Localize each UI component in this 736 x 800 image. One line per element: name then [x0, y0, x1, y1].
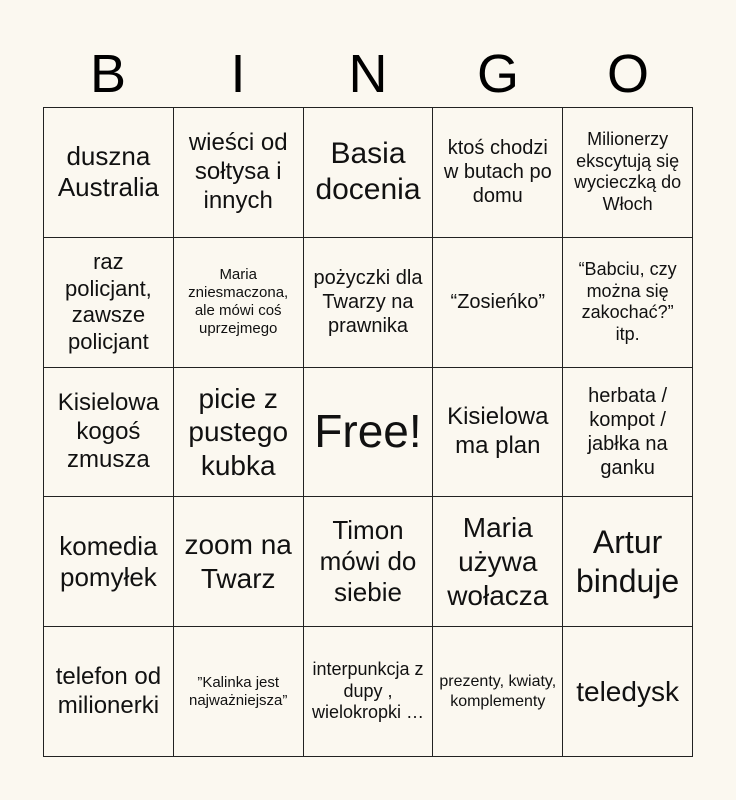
header-letter-g: G	[476, 44, 519, 104]
bingo-cell-r5c2[interactable]: ”Kalinka jest najważniejsza”	[174, 627, 304, 757]
bingo-cell-r2c5[interactable]: “Babciu, czy można się zakochać?” itp.	[563, 238, 693, 368]
bingo-cell-r3c2[interactable]: picie z pustego kubka	[174, 368, 304, 498]
bingo-cell-r1c4[interactable]: ktoś chodzi w butach po domu	[433, 108, 563, 238]
header-letter-b: B	[89, 44, 127, 104]
bingo-cell-r3c4[interactable]: Kisielowa ma plan	[433, 368, 563, 498]
bingo-header	[43, 40, 693, 108]
bingo-cell-r5c5[interactable]: teledysk	[563, 627, 693, 757]
bingo-cell-r2c4[interactable]: “Zosieńko”	[433, 238, 563, 368]
header-letter-o: O	[606, 44, 649, 104]
bingo-cell-r5c1[interactable]: telefon od milionerki	[44, 627, 174, 757]
bingo-cell-r2c3[interactable]: pożyczki dla Twarzy na prawnika	[304, 238, 434, 368]
bingo-cell-r4c4[interactable]: Maria używa wołacza	[433, 497, 563, 627]
bingo-cell-r1c1[interactable]: duszna Australia	[44, 108, 174, 238]
bingo-cell-r4c3[interactable]: Timon mówi do siebie	[304, 497, 434, 627]
bingo-cell-r4c1[interactable]: komedia pomyłek	[44, 497, 174, 627]
bingo-cell-r2c1[interactable]: raz policjant, zawsze policjant	[44, 238, 174, 368]
bingo-cell-r3c1[interactable]: Kisielowa kogoś zmusza	[44, 368, 174, 498]
header-letter-i: I	[230, 44, 246, 104]
bingo-cell-r4c5[interactable]: Artur binduje	[563, 497, 693, 627]
bingo-cell-r5c3[interactable]: interpunkcja z dupy , wielokropki …	[304, 627, 434, 757]
bingo-grid	[43, 107, 693, 757]
bingo-cell-r2c2[interactable]: Maria zniesmaczona, ale mówi coś uprzejmego	[174, 238, 304, 368]
bingo-cell-r3c5[interactable]: herbata / kompot / jabłka na ganku	[563, 368, 693, 498]
bingo-cell-r1c2[interactable]: wieści od sołtysa i innych	[174, 108, 304, 238]
bingo-cell-free[interactable]: Free!	[304, 368, 434, 498]
bingo-cell-r4c2[interactable]: zoom na Twarz	[174, 497, 304, 627]
bingo-cell-r5c4[interactable]: prezenty, kwiaty, komplementy	[433, 627, 563, 757]
bingo-cell-r1c5[interactable]: Milionerzy ekscytują się wycieczką do Włoch	[563, 108, 693, 238]
bingo-cell-r1c3[interactable]: Basia docenia	[304, 108, 434, 238]
header-letter-n: N	[348, 44, 388, 104]
